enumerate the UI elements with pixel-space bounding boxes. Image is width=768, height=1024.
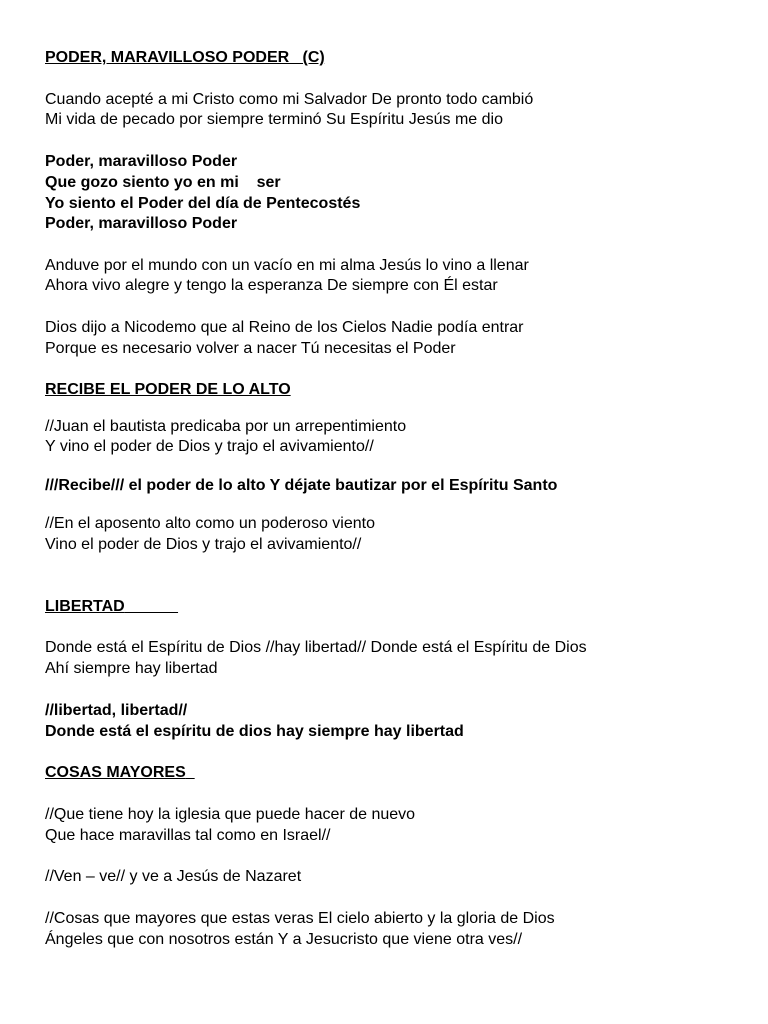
chorus-line: //libertad, libertad//: [45, 702, 188, 719]
verse-line: //En el aposento alto como un poderoso viento: [45, 515, 375, 532]
verse-line: Vino el poder de Dios y trajo el avivamiento//: [45, 536, 362, 553]
song-title-libertad: LIBERTAD: [45, 598, 125, 615]
song-title-recibe: RECIBE EL PODER DE LO ALTO: [45, 381, 291, 398]
chorus-line: Poder, maravilloso Poder: [45, 215, 238, 232]
verse-line: Ángeles que con nosotros están Y a Jesucristo que viene otra ves//: [45, 931, 523, 948]
song-title-poder: PODER, MARAVILLOSO PODER (C): [45, 49, 325, 66]
chorus-line: Poder, maravilloso Poder: [45, 153, 238, 170]
song-title-cosas-mayores: COSAS MAYORES: [45, 764, 186, 781]
lyrics-page: [45, 0, 755, 1024]
verse-line: Que hace maravillas tal como en Israel//: [45, 827, 331, 844]
chorus-line: ///Recibe/// el poder de lo alto Y déjate bautizar por el Espíritu Santo: [45, 477, 558, 494]
verse-line: Porque es necesario volver a nacer Tú necesitas el Poder: [45, 340, 456, 357]
chorus-line: Yo siento el Poder del día de Pentecostés: [45, 195, 361, 212]
verse-line: Y vino el poder de Dios y trajo el avivamiento//: [45, 438, 374, 455]
verse-line: //Que tiene hoy la iglesia que puede hacer de nuevo: [45, 806, 416, 823]
verse-line: //Ven – ve// y ve a Jesús de Nazaret: [45, 868, 302, 885]
verse-line: //Cosas que mayores que estas veras El cielo abierto y la gloria de Dios: [45, 910, 555, 927]
verse-line: Mi vida de pecado por siempre terminó Su Espíritu Jesús me dio: [45, 111, 503, 128]
verse-line: Ahí siempre hay libertad: [45, 660, 218, 677]
chorus-line: Donde está el espíritu de dios hay siempre hay libertad: [45, 723, 464, 740]
verse-line: Cuando acepté a mi Cristo como mi Salvador De pronto todo cambió: [45, 91, 534, 108]
chorus-line: Que gozo siento yo en mi ser: [45, 174, 281, 191]
verse-line: //Juan el bautista predicaba por un arrepentimiento: [45, 418, 407, 435]
verse-line: Dios dijo a Nicodemo que al Reino de los Cielos Nadie podía entrar: [45, 319, 524, 336]
verse-line: Ahora vivo alegre y tengo la esperanza De siempre con Él estar: [45, 277, 498, 294]
verse-line: Anduve por el mundo con un vacío en mi alma Jesús lo vino a llenar: [45, 257, 529, 274]
verse-line: Donde está el Espíritu de Dios //hay libertad// Donde está el Espíritu de Dios: [45, 639, 587, 656]
